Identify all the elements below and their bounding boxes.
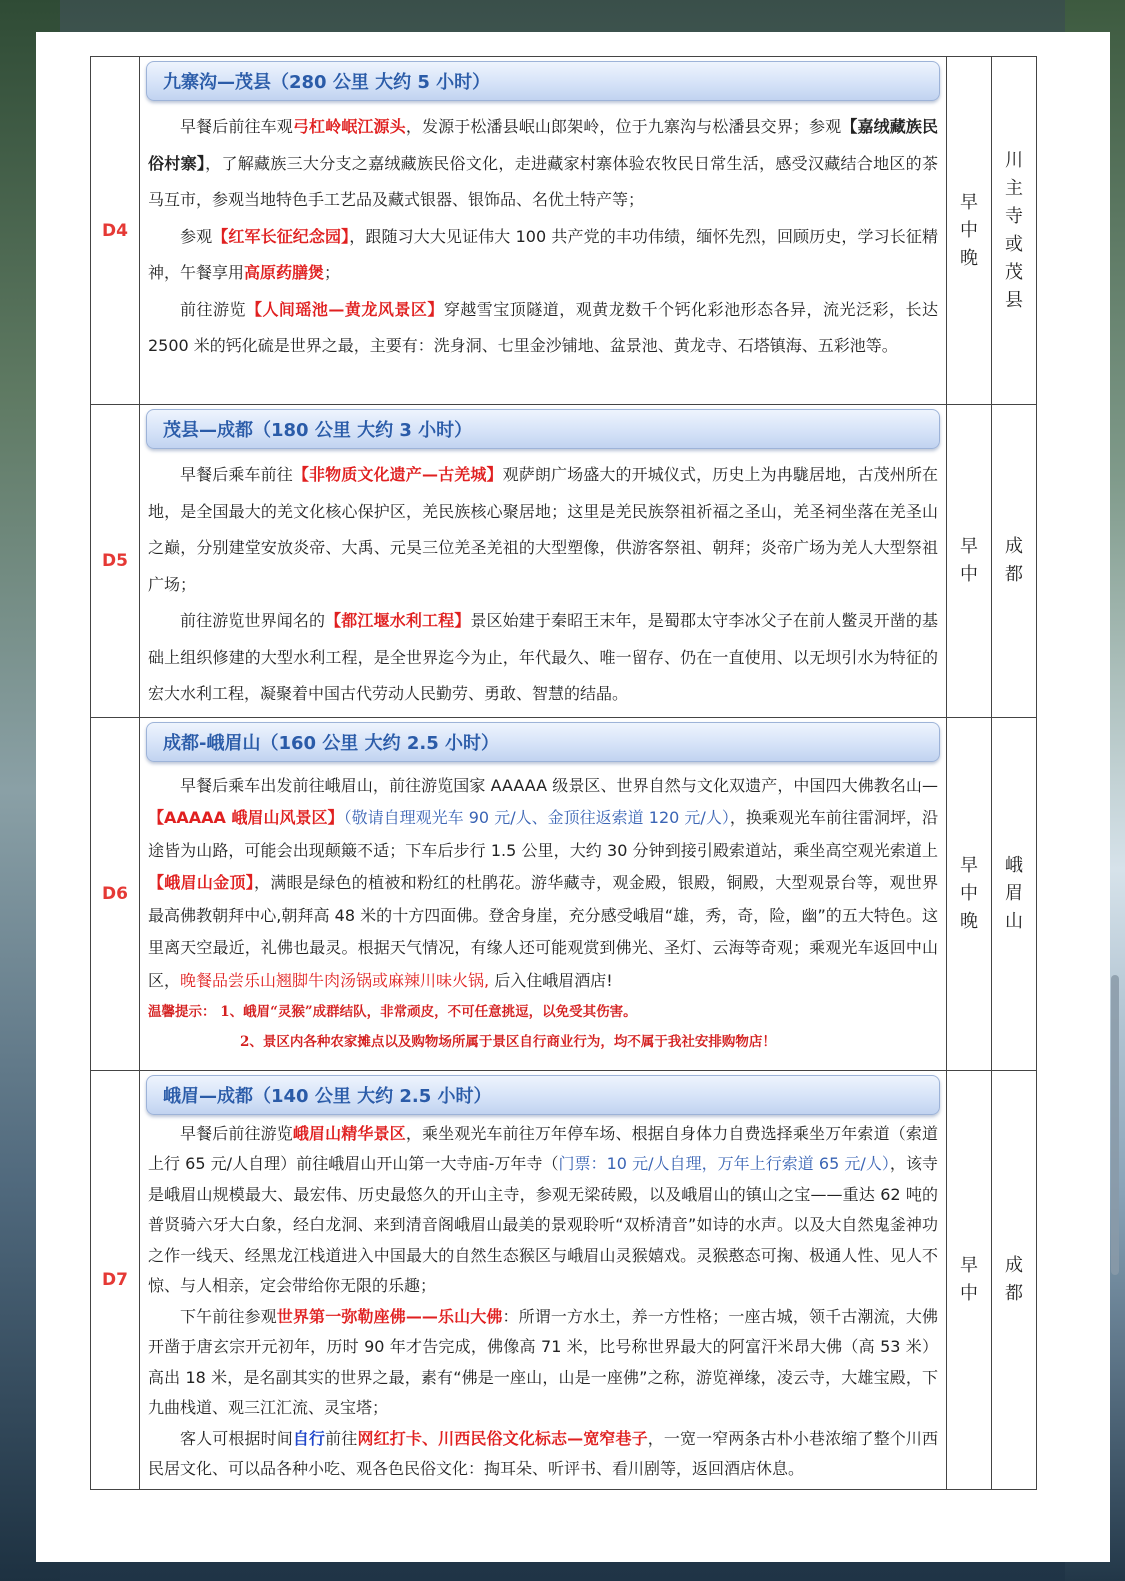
paragraph — [148, 1424, 938, 1485]
highlight-attraction: 【都江堰水利工程】 — [325, 611, 471, 630]
paragraph — [148, 292, 938, 365]
text: 早餐后乘车前往 — [180, 465, 293, 484]
route-title: 峨眉—成都（140 公里 大约 2.5 小时） — [163, 1085, 492, 1107]
text: ，乘坐观光车前往万年停车场、根据自身体力自费选择乘坐万年索道（索道上行 65 元/人自理）前往峨眉山开山第一大寺庙-万年寺（ — [148, 1123, 938, 1173]
itinerary-table — [90, 56, 1037, 1490]
day-label: D6 — [91, 717, 140, 1070]
highlight-attraction: 【AAAAA 峨眉山风景区】 — [148, 808, 344, 827]
day-content — [140, 1070, 947, 1489]
paragraph — [148, 457, 938, 603]
text: ：所谓一方水土，养一方性格；一座古城，领千古潮流，大佛开凿于唐玄宗开元初年，历时 90 年才告完成，佛像高 71 米，比号称世界最大的阿富汗米昂大佛（高 53 米）高出 18 米，是名副其实的世界之最，素有“佛是一座山，山是一座佛”之称，游览禅缘，凌云寺，大雄宝殿，下九曲栈道、观三江汇流、灵宝塔； — [148, 1306, 938, 1417]
paragraph — [148, 770, 938, 998]
highlight-attraction: 【红军长征纪念园】 — [212, 226, 350, 246]
paragraph — [148, 109, 938, 219]
tip-notice: 2、景区内各种农家摊点以及购物场所属于景区自行商业行为，均不属于我社安排购物店！ — [240, 1034, 776, 1050]
paragraph — [148, 1119, 938, 1302]
scrollbar-thumb[interactable] — [1111, 975, 1119, 1275]
text: ； — [324, 263, 341, 282]
itinerary-row-d4 — [91, 57, 1037, 405]
highlight-attraction: 【非物质文化遗产—古羌城】 — [292, 465, 503, 484]
itinerary-row-d7 — [91, 1070, 1037, 1489]
highlight-attraction: 弓杠岭岷江源头 — [292, 117, 406, 136]
hotel-cell — [992, 717, 1037, 1070]
text: 穿越雪宝顶隧道，观黄龙数千个钙化彩池形态各异，流光泛彩，长达 2500 米的钙化硫是世界之最，主要有：洗身洞、七里金沙铺地、盆景池、黄龙寺、石塔镇海、五彩池等。 — [148, 299, 938, 355]
text: ，该寺是峨眉山规模最大、最宏伟、历史最悠久的开山主寺，参观无梁砖殿，以及峨眉山的镇山之宝——重达 62 吨的普贤骑六牙大白象，经白龙洞、来到清音阁峨眉山最美的景观聆听“双桥清音”如诗的水声。以及大自然鬼釜神功之作一线天、经黑龙江栈道进入中国最大的自然生态猴区与峨眉山灵猴嬉戏。灵猴憨态可掬、极通人性、见人不惊、与人相亲，定会带给你无限的乐趣； — [148, 1154, 938, 1295]
meals-cell — [947, 1070, 992, 1489]
text: 前往游览 — [180, 299, 246, 319]
highlight-attraction: 世界第一弥勒座佛——乐山大佛 — [276, 1306, 503, 1326]
meals-cell — [947, 57, 992, 405]
text: 参观 — [180, 226, 213, 246]
paragraph — [148, 1302, 938, 1424]
hotel-text: 成都 — [1005, 535, 1023, 585]
day-content — [140, 405, 947, 718]
itinerary-row-d6 — [91, 717, 1037, 1070]
text: ，满眼是绿色的植被和粉红的杜鹃花。游华藏寺，观金殿，银殿，铜殿，大型观景台等，观世界最高佛教朝拜中心,朝拜高 48 米的十方四面佛。登舍身崖，充分感受峨眉“雄，秀，奇，险，幽”的五大特色。这里离天空最近，礼佛也最灵。根据天气情况，有缘人还可能观赏到佛光、圣灯、云海等奇观；乘观光车返回中山区， — [148, 873, 938, 990]
itinerary-row-d5 — [91, 405, 1037, 718]
text: 后入住峨眉酒店! — [489, 970, 613, 990]
meals-cell — [947, 405, 992, 718]
price-note: （敬请自理观光车 90 元/人、金顶往返索道 120 元/人） — [343, 808, 730, 827]
text: ，跟随习大大见证伟大 100 共产党的丰功伟绩，缅怀先烈，回顾历史，学习长征精神，午餐享用 — [148, 226, 938, 282]
text: 早餐后乘车出发前往峨眉山，前往游览国家 AAAAA 级景区、世界自然与文化双遗产，中国四大佛教名山— — [180, 775, 938, 795]
meals-text: 早中晚 — [960, 191, 978, 269]
text: ，一宽一窄两条古朴小巷浓缩了整个川西民居文化、可以品各种小吃、观各色民俗文化：掏耳朵、听评书、看川剧等，返回酒店休息。 — [148, 1428, 938, 1478]
day-content — [140, 57, 947, 405]
hotel-text: 川主寺或茂县 — [1005, 149, 1023, 311]
meals-text: 早中晚 — [960, 854, 978, 932]
text: 早餐后前往车观 — [180, 117, 293, 136]
route-title: 九寨沟—茂县（280 公里 大约 5 小时） — [163, 72, 491, 93]
text: 前往游览世界闻名的 — [180, 611, 326, 630]
highlight-meal: 高原药膳煲 — [244, 263, 325, 282]
day-label: D4 — [91, 57, 140, 405]
hotel-cell — [992, 405, 1037, 718]
meals-text: 早中 — [960, 1254, 978, 1304]
price-note: 门票：10 元/人自理，万年上行索道 65 元/人） — [558, 1154, 890, 1173]
route-header — [146, 409, 940, 449]
day-label: D5 — [91, 405, 140, 718]
text: ，了解藏族三大分支之嘉绒藏族民俗文化，走进藏家村寨体验农牧民日常生活，感受汉藏结合地区的茶马互市，参观当地特色手工艺品及藏式银器、银饰品、名优土特产等； — [148, 153, 938, 209]
hotel-cell — [992, 57, 1037, 405]
text: 下午前往参观 — [180, 1306, 277, 1326]
text: ，换乘观光车前往雷洞坪，沿途皆为山路，可能会出现颠簸不适；下车后步行 1.5 公里，大约 30 分钟到接引殿索道站，乘坐高空观光索道上 — [148, 808, 938, 860]
route-title: 茂县—成都（180 公里 大约 3 小时） — [163, 420, 473, 441]
highlight-attraction: 网红打卡、川西民俗文化标志—宽窄巷子 — [357, 1428, 648, 1448]
meals-cell — [947, 717, 992, 1070]
route-header — [146, 1075, 940, 1115]
hotel-text: 成都 — [1005, 1254, 1023, 1304]
paragraph — [148, 219, 938, 292]
highlight-self-guided: 自行 — [292, 1428, 326, 1448]
highlight-attraction: 【嘉绒藏族民俗村寨】 — [148, 117, 938, 173]
highlight-attraction: 【峨眉山金顶】 — [148, 873, 255, 892]
route-header — [146, 61, 940, 101]
route-header — [146, 722, 940, 762]
text: 景区始建于秦昭王末年，是蜀郡太守李冰父子在前人鳖灵开凿的基础上组织修建的大型水利工程，是全世界迄今为止，年代最久、唯一留存、仍在一直使用、以无坝引水为特征的宏大水利工程，凝聚着中国古代劳动人民勤劳、勇敢、智慧的结晶。 — [148, 611, 938, 703]
highlight-attraction: 【人间瑶池—黄龙风景区】 — [245, 299, 444, 319]
text: 早餐后前往游览 — [180, 1123, 293, 1143]
day-label: D7 — [91, 1070, 140, 1489]
hotel-text: 峨眉山 — [1005, 854, 1023, 932]
text: 客人可根据时间 — [180, 1428, 293, 1448]
text: ，发源于松潘县岷山郎架岭，位于九寨沟与松潘县交界；参观 — [405, 117, 842, 136]
paragraph — [148, 603, 938, 713]
tip-notice: 温馨提示： 1、峨眉“灵猴”成群结队，非常顽皮，不可任意挑逗，以免受其伤害。 — [148, 1004, 637, 1020]
text: 观萨朗广场盛大的开城仪式，历史上为冉駹居地，古茂州所在地，是全国最大的羌文化核心保护区，羌民族核心聚居地；这里是羌民族祭祖祈福之圣山，羌圣祠坐落在羌圣山之巅，分别建堂安放炎帝、大禹、元昊三位羌圣羌祖的大型塑像，供游客祭祖、朝拜；炎帝广场为羌人大型祭祖广场； — [148, 465, 938, 594]
day-content — [140, 717, 947, 1070]
hotel-cell — [992, 1070, 1037, 1489]
meals-text: 早中 — [960, 535, 978, 585]
highlight-attraction: 峨眉山精华景区 — [292, 1123, 406, 1143]
route-title: 成都-峨眉山（160 公里 大约 2.5 小时） — [163, 732, 499, 754]
highlight-meal: 晚餐品尝乐山翘脚牛肉汤锅或麻辣川味火锅, — [180, 970, 490, 990]
text: 前往 — [325, 1428, 358, 1448]
